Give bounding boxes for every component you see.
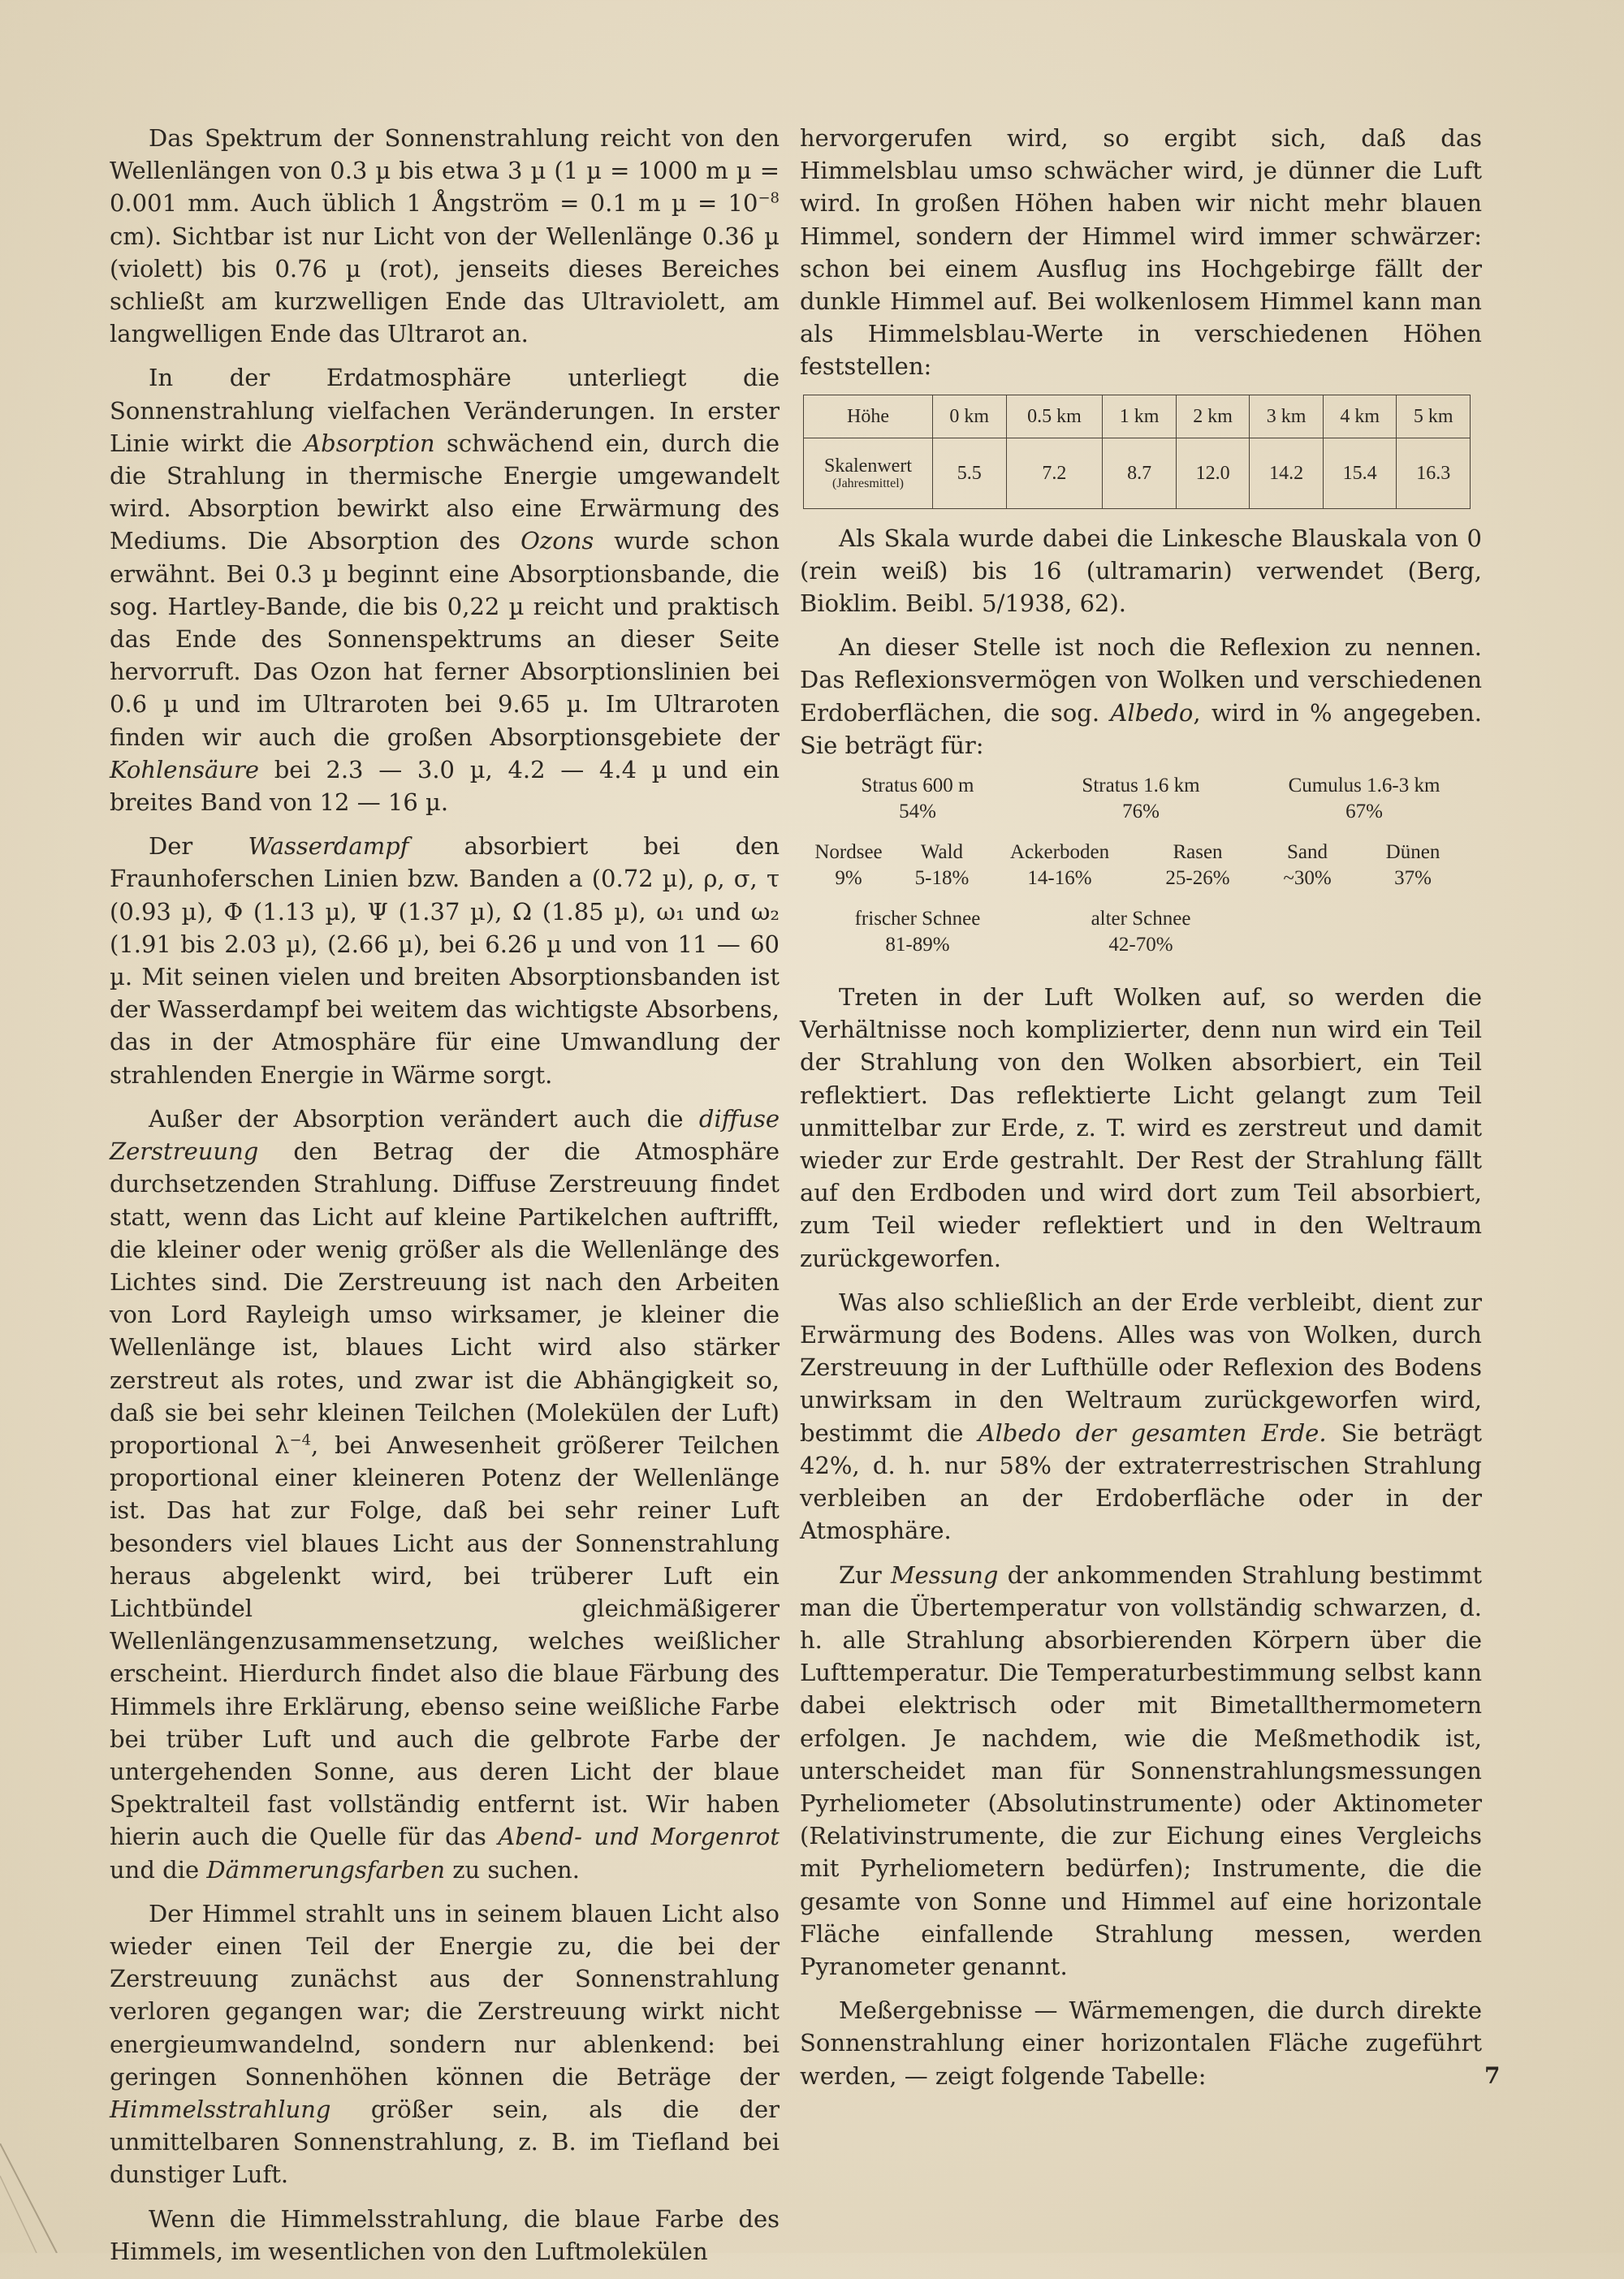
paragraph-sky-radiation: Der Himmel strahlt uns in seinem blauen Licht also wieder einen Teil der Energie zu, die bei der Zerstreuung zunächst aus der Sonnenstrahlung verloren gegangen war; die Zerstreuung wirkt nicht energieumwandelnd, sondern nur ablenkend: bei geringen Sonnenhöhen können die Beträge der Himmelsstrahlung größer sein, als die der unmittelbaren Sonnenstrahlung, z. B. im Tiefland bei dunstiger Luft. <box>110 1899 780 2189</box>
sky-blue-height-table <box>803 395 1471 509</box>
albedo-item: Nordsee 9% <box>814 841 883 890</box>
albedo-item: Ackerboden 14-16% <box>1009 841 1110 890</box>
table-row-label: Skalenwert (Jahresmittel) <box>804 438 933 508</box>
paragraph-blue-scale: Als Skala wurde dabei die Linkesche Blauskala von 0 (rein weiß) bis 16 (ultramarin) verwendet (Berg, Bioklim. Beibl. 5/1938, 62). <box>800 524 1482 618</box>
table-value-cell: 7.2 <box>1006 438 1103 508</box>
table-value-cell: 14.2 <box>1250 438 1324 508</box>
paragraph-water-vapor: Der Wasserdampf absorbiert bei den Fraunhoferschen Linien bzw. Banden a (0.72 µ), ρ, σ, τ (0.93 µ), Φ (1.13 µ), Ψ (1.37 µ), Ω (1.85 µ), ω₁ und ω₂ (1.91 bis 2.03 µ), (2.66 µ), bei 6.26 µ und von 11 — 60 µ. Mit seinen vielen und breiten Absorptionsbanden ist der Wasserdampf bei weitem das wichtigste Absorbens, das in der Atmosphäre für eine Umwandlung der strahlenden Energie in Wärme sorgt. <box>110 832 780 1089</box>
paragraph-scattering: Außer der Absorption verändert auch die diffuse Zerstreuung den Betrag der die Atmosphäre durchsetzenden Strahlung. Diffuse Zerstreuung findet statt, wenn das Licht auf kleine Partikelchen auftrifft, die kleiner oder wenig größer als die Wellenlänge des Lichtes sind. Die Zerstreuung ist nach den Arbeiten von Lord Rayleigh umso wirksamer, je kleiner die Wellenlänge ist, blaues Licht wird also stärker zerstreut als rotes, und zwar ist die Abhängigkeit so, daß sie bei sehr kleinen Teilchen (Molekülen der Luft) proportional $\lambda^{-4}$, bei Anwesenheit größerer Teilchen proportional einer kleineren Potenz der Wellenlänge ist. Das hat zur Folge, daß bei sehr reiner Luft besonders viel blaues Licht aus der Sonnenstrahlung heraus abgelenkt wird, bei trüberer Luft ein Lichtbündel gleichmäßigerer Wellenlängenzusammensetzung, welches weißlicher erscheint. Hierdurch findet also die blaue Färbung des Himmels ihre Erklärung, ebenso seine weißliche Farbe bei trüber Luft und auch die gelbrote Farbe der untergehenden Sonne, aus deren Licht der blaue Spektralteil fast vollständig entfernt ist. Wir haben hierin auch die Quelle für das Abend- und Morgenrot und die Dämmerungsfarben zu suchen. <box>110 1104 780 1884</box>
table-value-cell: 16.3 <box>1397 438 1471 508</box>
table-value-row <box>804 438 1471 508</box>
page-corner-crease <box>0 2143 65 2253</box>
page-number: 7 <box>1484 2062 1501 2089</box>
albedo-item: Sand ~30% <box>1283 841 1332 890</box>
table-height-cell: 2 km <box>1176 395 1250 438</box>
paragraph-spectrum: Das Spektrum der Sonnenstrahlung reicht von den Wellenlängen von 0.3 µ bis etwa 3 µ (1 µ = 1000 m µ = 0.001 mm. Auch üblich 1 Ångström = 0.1 m $\mu = 10^{-8}$ cm). Sichtbar ist nur Licht von der Wellenlänge 0.36 µ (violett) bis 0.76 µ (rot), jenseits dieses Bereiches schließt am kurzwelligen Ende das Ultraviolett, am langwelligen Ende das Ultrarot an. <box>110 124 780 348</box>
albedo-item: alter Schnee 42-70% <box>1091 908 1191 956</box>
albedo-item: Wald 5-18% <box>914 841 970 890</box>
albedo-item: Stratus 1.6 km 76% <box>1082 775 1200 823</box>
albedo-row-snow <box>800 906 1482 958</box>
albedo-item: frischer Schnee 81-89% <box>854 908 981 956</box>
albedo-item: Rasen 25-26% <box>1165 841 1230 890</box>
albedo-item: Dünen 37% <box>1385 841 1440 890</box>
paragraph-clouds: Treten in der Luft Wolken auf, so werden die Verhältnisse noch komplizierter, denn nun wird ein Teil der Strahlung von den Wolken absorbiert, ein Teil reflektiert. Das reflektierte Licht gelangt zum Teil unmittelbar zur Erde, z. T. wird es zerstreut und damit wieder zur Erde gestrahlt. Der Rest der Strahlung fällt auf den Erdboden und wird dort zum Teil absorbiert, zum Teil wieder reflektiert und in den Weltraum zurückgeworfen. <box>800 983 1482 1272</box>
table-height-cell: 1 km <box>1103 395 1177 438</box>
table-height-cell: 0 km <box>933 395 1007 438</box>
right-column <box>800 122 1482 2104</box>
table-value-cell: 12.0 <box>1176 438 1250 508</box>
paragraph-results: Meßergebnisse — Wärmemengen, die durch direkte Sonnenstrahlung einer horizontalen Fläche zugeführt werden, — zeigt folgende Tabelle: <box>800 1996 1482 2090</box>
table-value-cell: 5.5 <box>933 438 1007 508</box>
table-height-cell: 4 km <box>1323 395 1397 438</box>
albedo-item: Cumulus 1.6-3 km 67% <box>1288 775 1440 823</box>
albedo-row-clouds <box>800 773 1482 825</box>
paragraph-measurement: Zur Messung der ankommenden Strahlung bestimmt man die Übertemperatur von vollständig schwarzen, d. h. alle Strahlung absorbierenden Körpern über die Lufttemperatur. Die Temperaturbestimmung selbst kann dabei elektrisch oder mit Bimetallthermometern erfolgen. Je nachdem, wie die Meßmethodik ist, unterscheidet man für Sonnenstrahlungsmessungen Pyrheliometer (Absolutinstrumente) oder Aktinometer (Relativinstrumente, die zur Eichung eines Vergleichs mit Pyrheliometern bedürfen); Instrumente, die die gesamte von Sonne und Himmel auf eine horizontale Fläche einfallende Strahlung messen, werden Pyranometer genannt. <box>800 1560 1482 1980</box>
paragraph-sky-blue: Wenn die Himmelsstrahlung, die blaue Farbe des Himmels, im wesentlichen von den Luftmolekülen <box>110 2204 780 2265</box>
table-header-label: Höhe <box>804 395 933 438</box>
albedo-list <box>800 773 1482 958</box>
albedo-row-surfaces <box>800 840 1482 891</box>
left-column <box>110 122 780 2279</box>
table-height-cell: 3 km <box>1250 395 1324 438</box>
paragraph-reflection: An dieser Stelle ist noch die Reflexion zu nennen. Das Reflexionsvermögen von Wolken und verschiedenen Erdoberflächen, die sog. Albedo, wird in % angegeben. Sie beträgt für: <box>800 633 1482 759</box>
paragraph-absorption: In der Erdatmosphäre unterliegt die Sonnenstrahlung vielfachen Veränderungen. In erster Linie wirkt die Absorption schwächend ein, durch die die Strahlung in thermische Energie umgewandelt wird. Absorption bewirkt also eine Erwärmung des Mediums. Die Absorption des Ozons wurde schon erwähnt. Bei 0.3 µ beginnt eine Absorptionsbande, die sog. Hartley-Bande, die bis 0,22 µ reicht und praktisch das Ende des Sonnenspektrums an dieser Seite hervorruft. Das Ozon hat ferner Absorptionslinien bei 0.6 µ und im Ultraroten bei 9.65 µ. Im Ultraroten finden wir auch die großen Absorptionsgebiete der Kohlensäure bei 2.3 — 3.0 µ, 4.2 — 4.4 µ und ein breites Band von 12 — 16 µ. <box>110 364 780 817</box>
table-value-cell: 8.7 <box>1103 438 1177 508</box>
paragraph-sky-blue-cont: hervorgerufen wird, so ergibt sich, daß das Himmelsblau umso schwächer wird, je dünner die Luft wird. In großen Höhen haben wir nicht mehr blauen Himmel, sondern der Himmel wird immer schwärzer: schon bei einem Ausflug ins Hochgebirge fällt der dunkle Himmel auf. Bei wolkenlosem Himmel kann man als Himmelsblau-Werte in verschiedenen Höhen feststellen: <box>800 124 1482 381</box>
table-height-cell: 5 km <box>1397 395 1471 438</box>
table-height-cell: 0.5 km <box>1006 395 1103 438</box>
albedo-item: Stratus 600 m 54% <box>861 775 974 823</box>
table-value-cell: 15.4 <box>1323 438 1397 508</box>
paragraph-earth-albedo: Was also schließlich an der Erde verbleibt, dient zur Erwärmung des Bodens. Alles was von Wolken, durch Zerstreuung in der Lufthülle oder Reflexion des Bodens unwirksam in den Weltraum zurückgeworfen wird, bestimmt die Albedo der gesamten Erde. Sie beträgt 42%, d. h. nur 58% der extraterrestrischen Strahlung verbleiben an der Erdoberfläche oder in der Atmosphäre. <box>800 1288 1482 1545</box>
table-header-row <box>804 395 1471 438</box>
